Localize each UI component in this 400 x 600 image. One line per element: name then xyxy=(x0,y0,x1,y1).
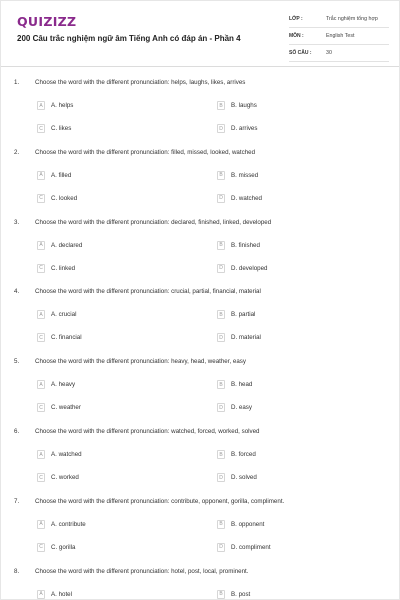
meta-row-count xyxy=(289,45,389,62)
option-letter-badge: D xyxy=(217,543,225,552)
meta-label: SỐ CÂU : xyxy=(289,50,312,56)
question-line xyxy=(1,358,399,368)
answer-option-d[interactable] xyxy=(217,193,262,204)
option-letter-badge: D xyxy=(217,124,225,133)
option-letter-badge: A xyxy=(37,450,45,459)
option-letter-badge: B xyxy=(217,450,225,459)
option-letter-badge: B xyxy=(217,101,225,110)
meta-value: 30 xyxy=(326,50,332,56)
option-letter-badge: C xyxy=(37,473,45,482)
option-letter-badge: D xyxy=(217,194,225,203)
answer-option-a[interactable] xyxy=(37,170,71,181)
answer-option-b[interactable] xyxy=(217,449,256,460)
option-letter-badge: D xyxy=(217,333,225,342)
question-line xyxy=(1,288,399,298)
question-number: 8. xyxy=(14,567,20,575)
option-text: D. easy xyxy=(231,404,252,412)
question-line xyxy=(1,428,399,438)
option-letter-badge: C xyxy=(37,333,45,342)
answer-option-b[interactable] xyxy=(217,100,257,111)
option-letter-badge: D xyxy=(217,264,225,273)
option-text: D. watched xyxy=(231,194,262,202)
worksheet-title: 200 Câu trắc nghiệm ngữ âm Tiếng Anh có đáp án - Phần 4 xyxy=(17,34,241,43)
option-text: C. looked xyxy=(51,194,78,202)
question-text: Choose the word with the different pronunciation: watched, forced, worked, solved xyxy=(35,428,260,435)
quizizz-logo: QUIZIZZ xyxy=(17,14,77,29)
option-text: C. likes xyxy=(51,125,72,132)
option-letter-badge: D xyxy=(217,403,225,412)
option-letter-badge: A xyxy=(37,520,45,529)
answer-option-c[interactable] xyxy=(37,193,77,204)
option-letter-badge: B xyxy=(217,520,225,529)
option-letter-badge: B xyxy=(217,590,225,599)
option-letter-badge: B xyxy=(217,171,225,180)
question-text: Choose the word with the different pronunciation: helps, laughs, likes, arrives xyxy=(35,79,246,86)
question-line xyxy=(1,79,399,89)
option-letter-badge: C xyxy=(37,403,45,412)
option-letter-badge: A xyxy=(37,171,45,180)
option-text: B. head xyxy=(231,381,253,389)
answer-option-c[interactable] xyxy=(37,402,81,413)
answer-option-a[interactable] xyxy=(37,379,75,390)
option-text: C. worked xyxy=(51,474,79,481)
option-text: D. developed xyxy=(231,264,268,272)
question-number: 5. xyxy=(14,358,20,366)
answer-option-b[interactable] xyxy=(217,240,260,251)
answer-option-a[interactable] xyxy=(37,449,82,460)
question-text: Choose the word with the different pronunciation: crucial, partial, financial, material xyxy=(35,288,261,296)
answer-option-a[interactable] xyxy=(37,100,73,111)
option-text: A. hotel xyxy=(51,590,72,598)
option-text: D. arrives xyxy=(231,125,258,132)
option-letter-badge: A xyxy=(37,310,45,319)
answer-option-c[interactable] xyxy=(37,542,75,553)
answer-option-b[interactable] xyxy=(217,379,252,390)
answer-option-a[interactable] xyxy=(37,519,86,530)
option-letter-badge: D xyxy=(217,473,225,482)
question-number: 7. xyxy=(14,497,20,505)
question-line xyxy=(1,568,399,578)
answer-option-c[interactable] xyxy=(37,263,75,274)
question-line xyxy=(1,149,399,159)
question-text: Choose the word with the different pronunciation: hotel, post, local, prominent. xyxy=(35,567,249,575)
option-text: A. contribute xyxy=(51,520,86,528)
option-text: A. declared xyxy=(51,241,83,249)
option-text: B. finished xyxy=(231,241,260,249)
question-number: 6. xyxy=(14,428,20,435)
worksheet-header xyxy=(1,1,399,67)
answer-option-d[interactable] xyxy=(217,472,257,483)
question-line xyxy=(1,498,399,508)
option-letter-badge: A xyxy=(37,380,45,389)
question-text: Choose the word with the different pronunciation: declared, finished, linked, developed xyxy=(35,218,272,226)
meta-value: English Test xyxy=(326,33,355,39)
option-text: B. missed xyxy=(231,171,259,179)
option-text: C. gorilla xyxy=(51,543,76,551)
question-number: 4. xyxy=(14,288,20,296)
worksheet-meta xyxy=(289,11,389,62)
answer-option-d[interactable] xyxy=(217,263,267,274)
option-text: B. forced xyxy=(231,451,256,458)
meta-value: Trắc nghiệm tổng hợp xyxy=(326,16,378,22)
answer-option-a[interactable] xyxy=(37,589,72,600)
option-letter-badge: C xyxy=(37,124,45,133)
option-text: A. watched xyxy=(51,451,82,458)
answer-option-c[interactable] xyxy=(37,332,82,343)
option-letter-badge: C xyxy=(37,264,45,273)
answer-option-d[interactable] xyxy=(217,332,261,343)
answer-option-b[interactable] xyxy=(217,589,250,600)
answer-option-d[interactable] xyxy=(217,123,257,134)
answer-option-b[interactable] xyxy=(217,309,255,320)
option-text: C. financial xyxy=(51,334,82,342)
option-letter-badge: A xyxy=(37,590,45,599)
option-text: B. laughs xyxy=(231,102,257,109)
question-text: Choose the word with the different pronunciation: heavy, head, weather, easy xyxy=(35,358,246,366)
answer-option-d[interactable] xyxy=(217,402,252,413)
option-text: B. partial xyxy=(231,311,256,319)
option-text: A. helps xyxy=(51,102,74,109)
option-text: C. linked xyxy=(51,264,76,272)
meta-row-subject xyxy=(289,28,389,45)
option-text: A. heavy xyxy=(51,381,76,389)
option-letter-badge: B xyxy=(217,310,225,319)
option-letter-badge: B xyxy=(217,380,225,389)
question-number: 3. xyxy=(14,218,20,226)
option-letter-badge: C xyxy=(37,543,45,552)
option-text: A. crucial xyxy=(51,311,77,319)
option-text: D. material xyxy=(231,334,261,342)
meta-label: MÔN : xyxy=(289,33,304,39)
option-letter-badge: C xyxy=(37,194,45,203)
answer-option-d[interactable] xyxy=(217,542,271,553)
option-letter-badge: A xyxy=(37,241,45,250)
meta-row-class xyxy=(289,11,389,28)
option-letter-badge: A xyxy=(37,101,45,110)
option-text: A. filled xyxy=(51,171,72,179)
option-text: D. solved xyxy=(231,474,257,481)
option-letter-badge: B xyxy=(217,241,225,250)
answer-option-c[interactable] xyxy=(37,123,71,134)
meta-label: LỚP : xyxy=(289,16,303,22)
option-text: C. weather xyxy=(51,404,81,412)
question-line xyxy=(1,219,399,229)
question-number: 2. xyxy=(14,148,20,156)
answer-option-a[interactable] xyxy=(37,240,82,251)
option-text: B. post xyxy=(231,590,251,598)
option-text: D. compliment xyxy=(231,543,271,551)
answer-option-c[interactable] xyxy=(37,472,79,483)
answer-option-a[interactable] xyxy=(37,309,76,320)
answer-option-b[interactable] xyxy=(217,519,264,530)
question-text: Choose the word with the different pronunciation: filled, missed, looked, watched xyxy=(35,148,256,156)
option-text: B. opponent xyxy=(231,520,265,528)
answer-option-b[interactable] xyxy=(217,170,258,181)
question-number: 1. xyxy=(14,79,20,86)
question-text: Choose the word with the different pronunciation: contribute, opponent, gorilla, compliment. xyxy=(35,497,285,505)
